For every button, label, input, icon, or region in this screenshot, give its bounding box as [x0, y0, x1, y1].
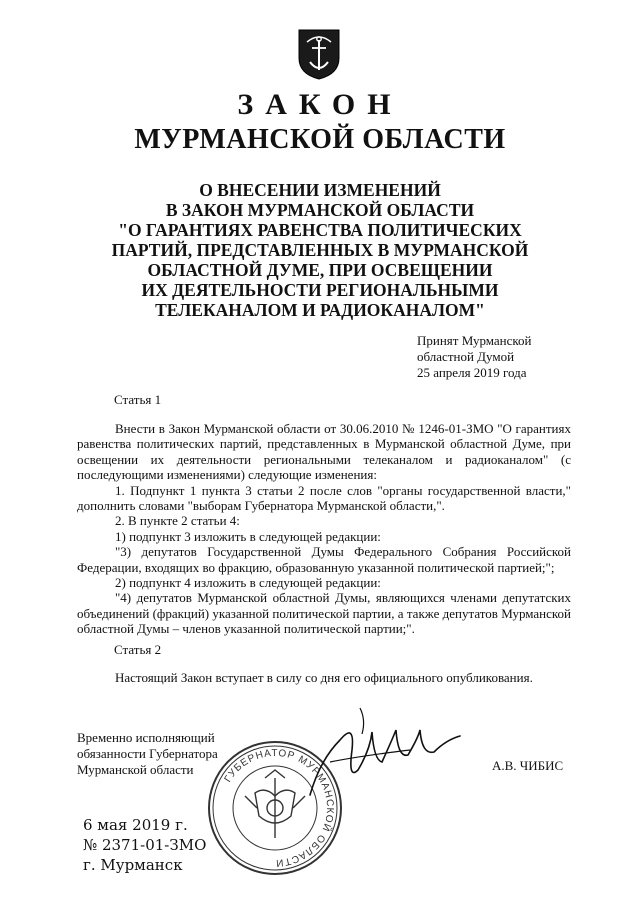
- adoption-note: [417, 333, 532, 381]
- article-2-body: [77, 670, 571, 685]
- subtitle-line: О ВНЕСЕНИИ ИЗМЕНЕНИЙ: [199, 180, 441, 200]
- subtitle-line: ТЕЛЕКАНАЛОМ И РАДИОКАНАЛОМ": [155, 300, 485, 320]
- subtitle-line: ОБЛАСТНОЙ ДУМЕ, ПРИ ОСВЕЩЕНИИ: [147, 260, 493, 280]
- position-line: Временно исполняющий: [77, 730, 215, 745]
- article-paragraph: Внести в Закон Мурманской области от 30.06.2010 № 1246-01-ЗМО "О гарантиях равенства политических партий, представленных в Мурманской областной Думе, при освещении их деятельности региональными телеканалом и радиоканалом" (с последующими изменениями) следующие изменения:: [77, 421, 571, 483]
- law-number: № 2371-01-ЗМО: [83, 836, 207, 854]
- signing-city: г. Мурманск: [83, 856, 183, 874]
- article-paragraph: 1. Подпункт 1 пункта 3 статьи 2 после слов "органы государственной власти," дополнить словами "выборам Губернатора Мурманской области,".: [77, 482, 571, 514]
- adoption-line: областной Думой: [417, 349, 515, 364]
- article-paragraph: "3) депутатов Государственной Думы Федерального Собрания Российской Федерации, входящих во фракцию, образованную указанной политической партией;";: [77, 544, 571, 575]
- position-line: обязанности Губернатора: [77, 746, 218, 761]
- murmansk-coat-of-arms-icon: [297, 28, 341, 80]
- article-1-heading: Статья 1: [114, 392, 162, 407]
- document-footer: [83, 815, 206, 875]
- article-paragraph: 2. В пункте 2 статьи 4:: [115, 513, 240, 529]
- signatory-name: А.В. ЧИБИС: [492, 758, 564, 773]
- law-subtitle: [90, 180, 550, 320]
- subtitle-line: ПАРТИЙ, ПРЕДСТАВЛЕННЫХ В МУРМАНСКОЙ: [111, 240, 529, 260]
- signing-date: 6 мая 2019 г.: [83, 816, 188, 834]
- article-1-body: [77, 421, 571, 637]
- stamp-text: ГУБЕРНАТОР МУРМАНСКОЙ ОБЛАСТИ: [222, 747, 336, 869]
- law-title: ЗАКОН: [237, 88, 403, 121]
- article-2-heading: Статья 2: [114, 642, 162, 657]
- adoption-line: Принят Мурманской: [417, 333, 532, 348]
- signature-icon: [300, 700, 470, 810]
- adoption-line: 25 апреля 2019 года: [417, 365, 527, 380]
- subtitle-line: "О ГАРАНТИЯХ РАВЕНСТВА ПОЛИТИЧЕСКИХ: [118, 220, 522, 240]
- article-paragraph: 1) подпункт 3 изложить в следующей редакции:: [115, 528, 381, 544]
- region-title: МУРМАНСКОЙ ОБЛАСТИ: [134, 124, 506, 155]
- article-paragraph: "4) депутатов Мурманской областной Думы, являющихся членами депутатских объединений (фракций) указанной политической партии, а также депутатов Мурманской областной Думы – членов указанной политической партии;".: [77, 590, 571, 637]
- article-paragraph: 2) подпункт 4 изложить в следующей редакции:: [115, 575, 381, 591]
- article-paragraph: Настоящий Закон вступает в силу со дня его официального опубликования.: [115, 670, 533, 685]
- subtitle-line: В ЗАКОН МУРМАНСКОЙ ОБЛАСТИ: [165, 200, 475, 220]
- signatory-position: [77, 730, 218, 778]
- subtitle-line: ИХ ДЕЯТЕЛЬНОСТИ РЕГИОНАЛЬНЫМИ: [141, 280, 499, 300]
- position-line: Мурманской области: [77, 762, 194, 777]
